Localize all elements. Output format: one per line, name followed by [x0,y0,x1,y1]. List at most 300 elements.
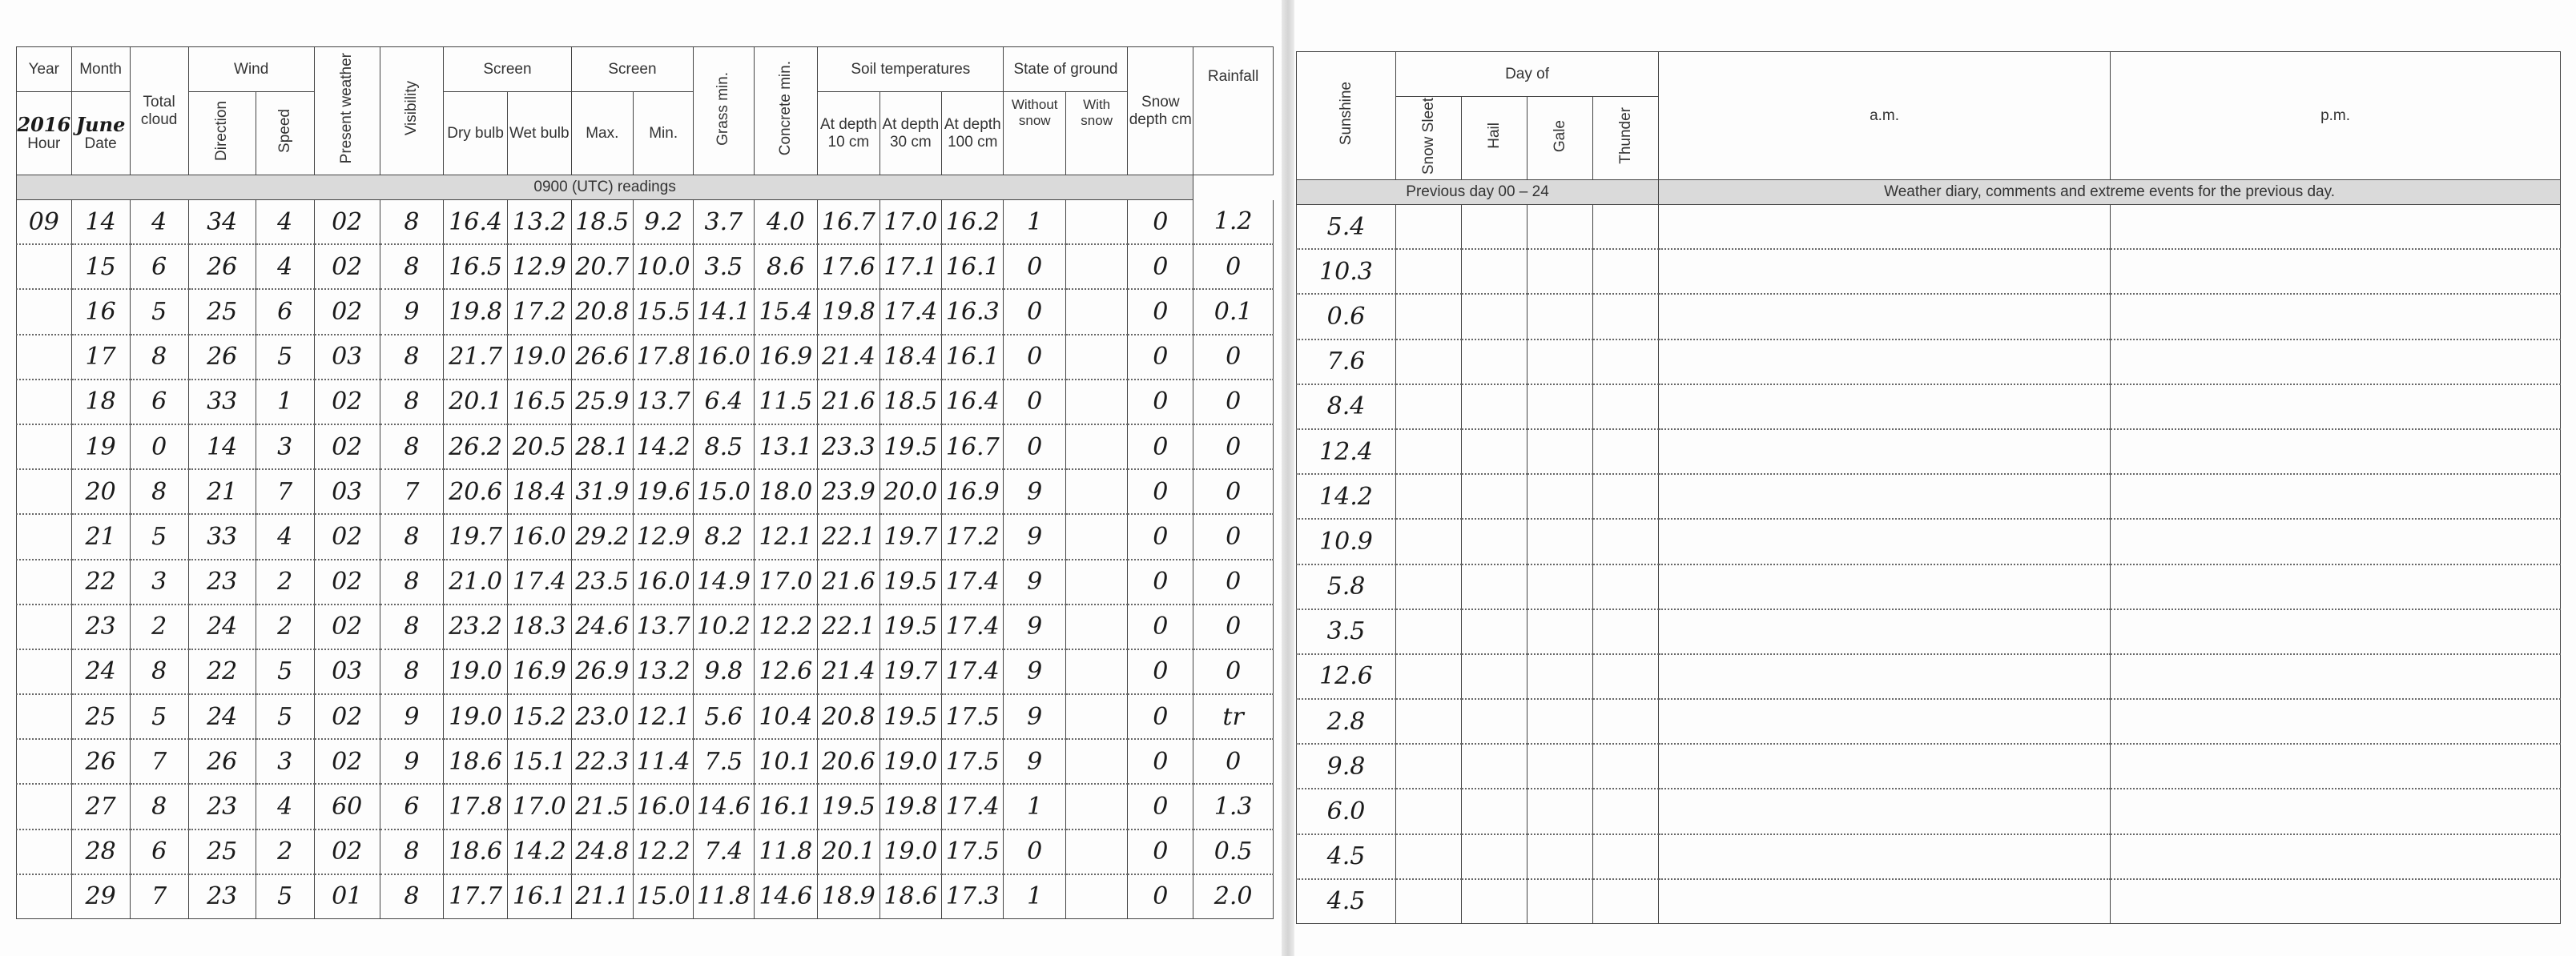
hail-cell [1462,699,1527,744]
am-diary-cell [1659,249,2111,294]
screen-max-cell: 21.1 [571,874,633,919]
total-cloud-cell: 7 [130,874,188,919]
ground-without-snow-cell: 9 [1004,514,1065,559]
screen-max-cell: 28.1 [571,424,633,469]
present-weather-cell: 02 [314,605,380,649]
wet-bulb-cell: 16.9 [507,649,571,694]
table-row [1297,744,2561,789]
date-cell: 15 [71,244,130,289]
hail-cell [1462,519,1527,564]
dry-bulb-cell: 20.1 [444,380,508,424]
soil-30cm-cell: 19.5 [879,424,941,469]
month-value: June [75,112,126,136]
hour-cell [17,694,72,739]
thunder-cell [1593,609,1659,654]
wind-speed-cell: 1 [256,380,314,424]
gale-cell [1527,654,1593,699]
speed-header: Speed [256,92,314,175]
ground-without-snow-cell: 9 [1004,739,1065,784]
wind-direction-cell: 21 [188,469,256,514]
daily-summary-table [1296,51,2561,924]
pm-diary-cell [2111,205,2561,250]
hour-cell [17,469,72,514]
wind-speed-cell: 2 [256,560,314,605]
pm-diary-cell [2111,879,2561,924]
wet-bulb-cell: 16.0 [507,514,571,559]
date-cell: 17 [71,335,130,380]
pm-diary-cell [2111,249,2561,294]
wet-bulb-cell: 15.2 [507,694,571,739]
wind-direction-cell: 24 [188,605,256,649]
hail-cell [1462,744,1527,789]
pm-diary-cell [2111,474,2561,519]
table-row [1297,384,2561,429]
dry-bulb-cell: 16.4 [444,200,508,245]
sunshine-header: Sunshine [1297,52,1396,180]
ground-without-snow-cell: 0 [1004,829,1065,874]
wind-direction-cell: 33 [188,514,256,559]
soil-10cm-cell: 21.4 [818,649,879,694]
screen-min-cell: 17.8 [634,335,694,380]
snow-sleet-cell [1396,294,1462,339]
rainfall-cell: 0.5 [1193,829,1274,874]
date-cell: 18 [71,380,130,424]
wind-direction-cell: 26 [188,335,256,380]
grass-min-header: Grass min. [694,47,754,175]
present-weather-cell: 02 [314,560,380,605]
snow-depth-cell: 0 [1128,784,1193,829]
snow-depth-cell: 0 [1128,380,1193,424]
dry-bulb-cell: 19.0 [444,694,508,739]
grass-min-cell: 15.0 [694,469,754,514]
snow-depth-cell: 0 [1128,335,1193,380]
am-diary-cell [1659,699,2111,744]
total-cloud-cell: 8 [130,649,188,694]
screen-min-cell: 12.1 [634,694,694,739]
snow-sleet-cell [1396,879,1462,924]
soil-100cm-cell: 17.4 [942,784,1004,829]
ground-with-snow-cell [1065,514,1127,559]
gale-cell [1527,519,1593,564]
sunshine-cell: 2.8 [1297,699,1396,744]
grass-min-cell: 7.5 [694,739,754,784]
screen-max-cell: 21.5 [571,784,633,829]
date-cell: 19 [71,424,130,469]
soil-10cm-cell: 20.6 [818,739,879,784]
ground-with-snow-cell [1065,424,1127,469]
hail-cell [1462,429,1527,474]
hour-cell [17,335,72,380]
gale-cell [1527,294,1593,339]
rainfall-cell: 1.3 [1193,784,1274,829]
soil-10cm-cell: 18.9 [818,874,879,919]
grass-min-cell: 5.6 [694,694,754,739]
soil-30cm-cell: 19.5 [879,605,941,649]
wind-speed-cell: 4 [256,784,314,829]
grass-min-cell: 9.8 [694,649,754,694]
ground-without-snow-cell: 9 [1004,649,1065,694]
left-page [0,0,1282,956]
screen-min-cell: 12.9 [634,514,694,559]
wet-bulb-cell: 15.1 [507,739,571,784]
snow-depth-cell: 0 [1128,424,1193,469]
total-cloud-cell: 0 [130,424,188,469]
ground-with-snow-cell [1065,605,1127,649]
readings-band: 0900 (UTC) readings [17,175,1193,200]
wind-direction-cell: 25 [188,829,256,874]
present-weather-cell: 02 [314,289,380,334]
screen-max-cell: 29.2 [571,514,633,559]
dry-bulb-header: Dry bulb [444,92,508,175]
screen-min-cell: 10.0 [634,244,694,289]
gale-cell [1527,249,1593,294]
rainfall-cell: 0 [1193,649,1274,694]
sunshine-cell: 7.6 [1297,339,1396,384]
screen-max-cell: 31.9 [571,469,633,514]
date-cell: 24 [71,649,130,694]
direction-header: Direction [188,92,256,175]
ground-with-snow-cell [1065,335,1127,380]
pm-diary-cell [2111,519,2561,564]
wind-direction-cell: 26 [188,739,256,784]
table-row [17,649,1274,694]
pm-diary-cell [2111,294,2561,339]
sunshine-cell: 5.4 [1297,205,1396,250]
am-diary-cell [1659,339,2111,384]
thunder-cell [1593,474,1659,519]
wind-header: Wind [188,47,314,92]
soil-30cm-cell: 19.8 [879,784,941,829]
wind-speed-cell: 2 [256,605,314,649]
am-diary-cell [1659,789,2111,833]
thunder-cell [1593,744,1659,789]
date-cell: 16 [71,289,130,334]
hour-cell [17,874,72,919]
hour-cell [17,605,72,649]
ground-with-snow-cell [1065,560,1127,605]
snow-depth-cell: 0 [1128,244,1193,289]
concrete-min-cell: 11.5 [754,380,818,424]
sunshine-cell: 10.9 [1297,519,1396,564]
wind-direction-cell: 26 [188,244,256,289]
pm-diary-cell [2111,789,2561,833]
snow-depth-cell: 0 [1128,200,1193,245]
year-hour-cell [17,92,72,175]
soil-100cm-cell: 16.7 [942,424,1004,469]
grass-min-cell: 11.8 [694,874,754,919]
ground-with-snow-cell [1065,469,1127,514]
thunder-cell [1593,789,1659,833]
concrete-min-cell: 4.0 [754,200,818,245]
ground-with-snow-cell [1065,829,1127,874]
snow-sleet-cell [1396,744,1462,789]
date-cell: 20 [71,469,130,514]
total-cloud-cell: 2 [130,605,188,649]
sunshine-cell: 0.6 [1297,294,1396,339]
grass-min-cell: 8.5 [694,424,754,469]
hail-cell [1462,384,1527,429]
soil-30cm-cell: 17.4 [879,289,941,334]
dry-bulb-cell: 18.6 [444,739,508,784]
sunshine-cell: 9.8 [1297,744,1396,789]
total-cloud-cell: 8 [130,784,188,829]
grass-min-cell: 14.6 [694,784,754,829]
date-cell: 14 [71,200,130,245]
snow-sleet-cell [1396,834,1462,879]
thunder-cell [1593,564,1659,609]
state-of-ground-header: State of ground [1004,47,1128,92]
grass-min-cell: 14.1 [694,289,754,334]
sunshine-cell: 4.5 [1297,834,1396,879]
table-row [17,514,1274,559]
page-gutter [1282,0,1294,956]
dry-bulb-cell: 17.8 [444,784,508,829]
ground-without-snow-cell: 9 [1004,560,1065,605]
snow-depth-cell: 0 [1128,514,1193,559]
am-diary-cell [1659,519,2111,564]
wind-speed-cell: 3 [256,739,314,784]
concrete-min-cell: 12.2 [754,605,818,649]
hail-cell [1462,834,1527,879]
am-diary-cell [1659,879,2111,924]
visibility-header: Visibility [380,47,444,175]
screen-max-cell: 20.7 [571,244,633,289]
screen-max-cell: 22.3 [571,739,633,784]
screen-min-cell: 16.0 [634,560,694,605]
grass-min-cell: 14.9 [694,560,754,605]
date-cell: 28 [71,829,130,874]
dry-bulb-cell: 20.6 [444,469,508,514]
table-row [1297,834,2561,879]
soil-100cm-cell: 17.4 [942,560,1004,605]
soil-30cm-cell: 19.7 [879,649,941,694]
dry-bulb-cell: 16.5 [444,244,508,289]
visibility-cell: 8 [380,605,444,649]
wind-direction-cell: 14 [188,424,256,469]
rainfall-cell: 0 [1193,380,1274,424]
wet-bulb-cell: 20.5 [507,424,571,469]
soil-100cm-cell: 17.5 [942,694,1004,739]
screen-min-cell: 13.2 [634,649,694,694]
grass-min-cell: 16.0 [694,335,754,380]
wind-speed-cell: 4 [256,244,314,289]
total-cloud-cell: 5 [130,289,188,334]
present-weather-cell: 02 [314,514,380,559]
screen-max-cell: 26.9 [571,649,633,694]
gale-cell [1527,384,1593,429]
visibility-cell: 8 [380,514,444,559]
soil-10cm-cell: 20.8 [818,694,879,739]
visibility-cell: 8 [380,560,444,605]
sunshine-cell: 3.5 [1297,609,1396,654]
wind-direction-cell: 25 [188,289,256,334]
rainfall-cell: 0 [1193,514,1274,559]
soil-100cm-cell: 16.1 [942,244,1004,289]
screen-min-cell: 15.0 [634,874,694,919]
snow-sleet-cell [1396,429,1462,474]
wet-bulb-header: Wet bulb [507,92,571,175]
wind-direction-cell: 24 [188,694,256,739]
weather-diary-band: Weather diary, comments and extreme events for the previous day. [1659,180,2561,205]
snow-sleet-cell [1396,205,1462,250]
date-cell: 25 [71,694,130,739]
gale-cell [1527,744,1593,789]
table-row [1297,609,2561,654]
table-row [1297,429,2561,474]
dry-bulb-cell: 19.0 [444,649,508,694]
rainfall-header: Rainfall [1193,47,1274,175]
soil-10cm-cell: 19.8 [818,289,879,334]
screen-max-cell: 25.9 [571,380,633,424]
soil-30cm-cell: 18.4 [879,335,941,380]
table-row [1297,249,2561,294]
right-table-body [1297,205,2561,924]
total-cloud-cell: 8 [130,335,188,380]
screen-max-cell: 24.6 [571,605,633,649]
visibility-cell: 9 [380,289,444,334]
wind-speed-cell: 5 [256,874,314,919]
table-row [1297,654,2561,699]
screen-max-cell: 23.5 [571,560,633,605]
am-diary-cell [1659,429,2111,474]
date-cell: 23 [71,605,130,649]
hour-cell [17,829,72,874]
dry-bulb-cell: 26.2 [444,424,508,469]
soil-10cm-cell: 16.7 [818,200,879,245]
screen-min-cell: 16.0 [634,784,694,829]
screen-min-cell: 15.5 [634,289,694,334]
wind-direction-cell: 34 [188,200,256,245]
soil-30cm-cell: 17.1 [879,244,941,289]
rainfall-cell: tr [1193,694,1274,739]
soil-30cm-cell: 19.5 [879,560,941,605]
visibility-cell: 7 [380,469,444,514]
snow-sleet-cell [1396,609,1462,654]
wet-bulb-cell: 13.2 [507,200,571,245]
table-row [1297,564,2561,609]
present-weather-cell: 02 [314,244,380,289]
screen-max-cell: 24.8 [571,829,633,874]
ground-without-snow-cell: 0 [1004,380,1065,424]
am-diary-cell [1659,205,2111,250]
table-row [1297,789,2561,833]
table-row [17,784,1274,829]
ground-with-snow-cell [1065,874,1127,919]
hour-cell [17,560,72,605]
soil-100cm-cell: 16.1 [942,335,1004,380]
thunder-header: Thunder [1593,97,1659,180]
date-cell: 29 [71,874,130,919]
gale-cell [1527,474,1593,519]
thunder-cell [1593,249,1659,294]
ground-without-snow-cell: 0 [1004,335,1065,380]
soil-30cm-cell: 19.7 [879,514,941,559]
sunshine-cell: 14.2 [1297,474,1396,519]
ground-with-snow-cell [1065,694,1127,739]
visibility-cell: 8 [380,424,444,469]
day-of-header: Day of [1396,52,1659,97]
grass-min-cell: 3.5 [694,244,754,289]
dry-bulb-cell: 21.7 [444,335,508,380]
soil-10cm-cell: 22.1 [818,514,879,559]
gale-cell [1527,339,1593,384]
dry-bulb-cell: 23.2 [444,605,508,649]
screen-min-cell: 11.4 [634,739,694,784]
gale-cell [1527,564,1593,609]
soil-10cm-cell: 17.6 [818,244,879,289]
concrete-min-header: Concrete min. [754,47,818,175]
hour-cell [17,289,72,334]
table-row [17,335,1274,380]
soil-10cm-cell: 21.6 [818,560,879,605]
table-row [17,469,1274,514]
gale-cell [1527,429,1593,474]
visibility-cell: 8 [380,829,444,874]
wind-speed-cell: 4 [256,200,314,245]
grass-min-cell: 3.7 [694,200,754,245]
table-row [1297,879,2561,924]
snow-sleet-cell [1396,789,1462,833]
wind-speed-cell: 5 [256,649,314,694]
wind-speed-cell: 7 [256,469,314,514]
dry-bulb-cell: 18.6 [444,829,508,874]
concrete-min-cell: 17.0 [754,560,818,605]
without-snow-header: Without snow [1004,92,1065,175]
total-cloud-cell: 5 [130,694,188,739]
present-weather-cell: 02 [314,424,380,469]
rainfall-cell: 0 [1193,560,1274,605]
concrete-min-cell: 14.6 [754,874,818,919]
present-weather-cell: 02 [314,694,380,739]
gale-cell [1527,609,1593,654]
grass-min-cell: 7.4 [694,829,754,874]
grass-min-cell: 8.2 [694,514,754,559]
rainfall-cell: 0 [1193,335,1274,380]
thunder-cell [1593,384,1659,429]
soil-30cm-cell: 19.0 [879,739,941,784]
dry-bulb-cell: 17.7 [444,874,508,919]
pm-diary-cell [2111,654,2561,699]
table-row [1297,294,2561,339]
rainfall-cell: 0 [1193,424,1274,469]
table-row [17,200,1274,245]
table-row [17,560,1274,605]
gale-cell [1527,879,1593,924]
wet-bulb-cell: 17.2 [507,289,571,334]
thunder-cell [1593,519,1659,564]
present-weather-cell: 03 [314,469,380,514]
screen-min-cell: 12.2 [634,829,694,874]
soil-10cm-cell: 23.9 [818,469,879,514]
thunder-cell [1593,654,1659,699]
screen-max-cell: 20.8 [571,289,633,334]
wind-speed-cell: 5 [256,694,314,739]
am-diary-cell [1659,834,2111,879]
table-row [17,605,1274,649]
am-diary-cell [1659,654,2111,699]
thunder-cell [1593,339,1659,384]
ground-with-snow-cell [1065,649,1127,694]
snow-sleet-cell [1396,384,1462,429]
visibility-cell: 6 [380,784,444,829]
soil-30cm-cell: 20.0 [879,469,941,514]
snow-depth-cell: 0 [1128,829,1193,874]
am-diary-cell [1659,744,2111,789]
wind-direction-cell: 33 [188,380,256,424]
ground-without-snow-cell: 1 [1004,200,1065,245]
soil-10cm-cell: 22.1 [818,605,879,649]
visibility-cell: 8 [380,200,444,245]
